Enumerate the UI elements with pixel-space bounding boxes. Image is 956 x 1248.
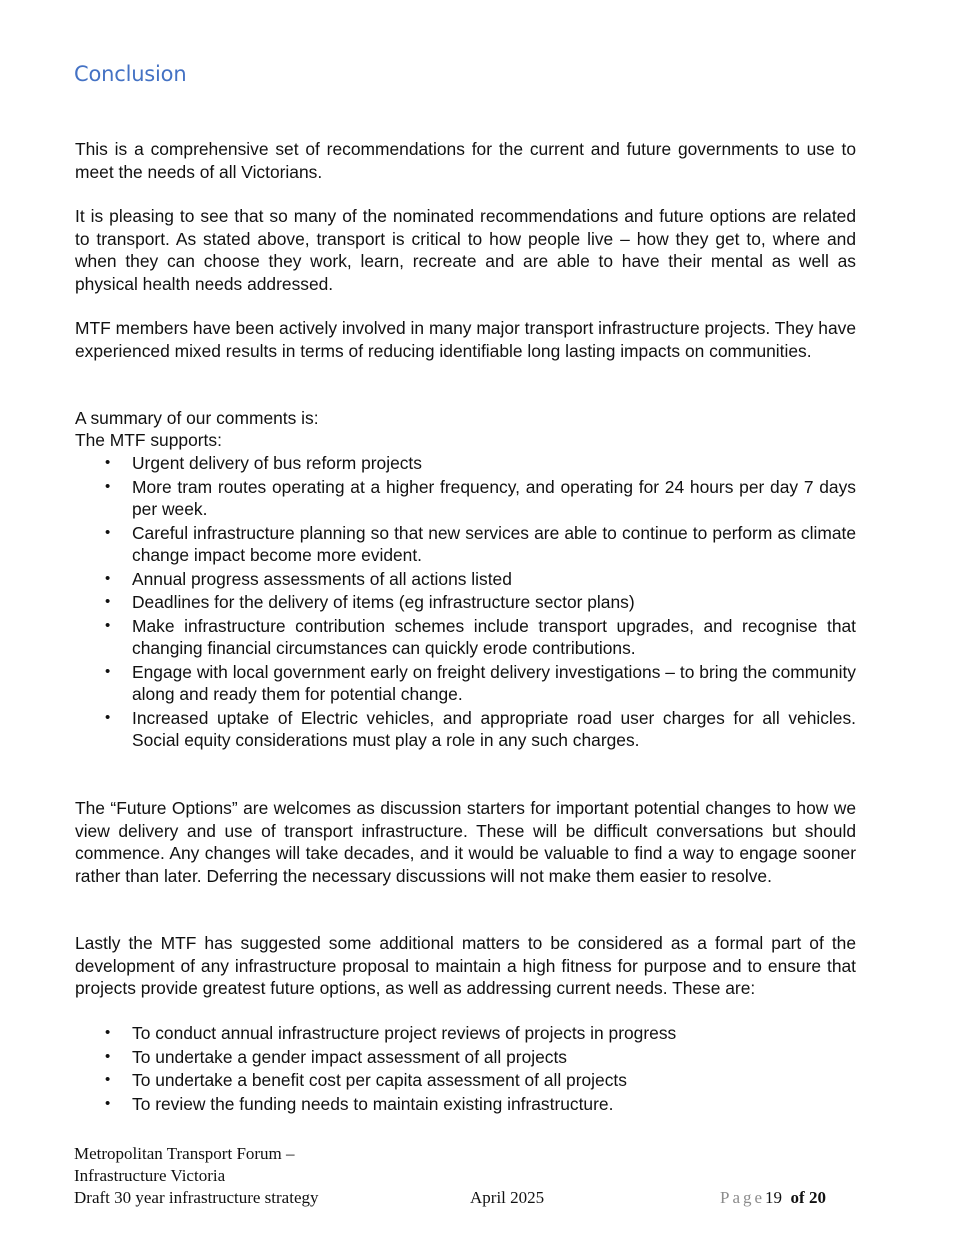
paragraph-intro: This is a comprehensive set of recommendations for the current and future governments to use to meet the needs of all Victorians.: [75, 139, 856, 182]
summary-intro: A summary of our comments is:: [75, 408, 319, 428]
list-item: • More tram routes operating at a higher frequency, and operating for 24 hours per day 7 days per week.: [105, 476, 856, 519]
bullet-icon: •: [105, 569, 111, 587]
supports-list: [75, 452, 856, 753]
list-item: • Engage with local government early on freight delivery investigations – to bring the community along and ready them for potential change.: [105, 661, 856, 704]
bullet-icon: •: [105, 477, 111, 495]
paragraph-mtf-members: MTF members have been actively involved in many major transport infrastructure projects. They have experienced mixed results in terms of reducing identifiable long lasting impacts on communities.: [75, 318, 856, 361]
footer-recipient: Infrastructure Victoria: [74, 1166, 226, 1185]
paragraph-lastly: Lastly the MTF has suggested some additional matters to be considered as a formal part of the development of any infrastructure proposal to maintain a high fitness for purpose and to ensure that projects provide greatest future options, as well as addressing current needs. These are:: [75, 933, 856, 998]
page-label: Page: [720, 1188, 766, 1207]
bullet-icon: •: [105, 1094, 111, 1112]
list-item: • To undertake a benefit cost per capita assessment of all projects: [105, 1070, 627, 1090]
page-total: of 20: [790, 1188, 826, 1207]
list-item: • To undertake a gender impact assessment of all projects: [105, 1046, 567, 1067]
section-heading: Conclusion: [74, 62, 187, 86]
footer-doc-title: Draft 30 year infrastructure strategy: [74, 1188, 319, 1207]
list-item: • Deadlines for the delivery of items (eg infrastructure sector plans): [105, 592, 635, 612]
list-item: • Increased uptake of Electric vehicles, and appropriate road user charges for all vehicles. Social equity considerations must play a role in any such charges.: [105, 707, 856, 750]
footer-org: Metropolitan Transport Forum –: [74, 1144, 295, 1163]
paragraph-transport: It is pleasing to see that so many of the nominated recommendations and future options are related to transport. As stated above, transport is critical to how people live – how they get to, where and when they can choose they work, learn, recreate and are able to have their mental as well as physical health needs addressed.: [75, 206, 856, 294]
list-item: • Make infrastructure contribution schemes include transport upgrades, and recognise that changing financial circumstances can quickly erode contributions.: [105, 615, 856, 658]
bullet-icon: •: [105, 523, 111, 541]
paragraph-future-options: The “Future Options” are welcomes as discussion starters for important potential changes to how we view delivery and use of transport infrastructure. These will be difficult conversations but should commence. Any changes will take decades, and it would be valuable to find a way to engage sooner rather than later. Deferring the necessary discussions will not make them easier to resolve.: [75, 798, 856, 886]
page-current: 19: [765, 1188, 783, 1207]
footer-doc-row: [74, 1187, 874, 1209]
page-footer: [74, 1143, 874, 1209]
bullet-icon: •: [105, 454, 111, 471]
list-item: • To review the funding needs to maintain existing infrastructure.: [105, 1093, 614, 1114]
list-item: • Annual progress assessments of all actions listed: [105, 568, 512, 589]
bullet-icon: •: [105, 593, 111, 610]
footer-date: April 2025: [470, 1188, 545, 1207]
page-number: [720, 1187, 826, 1209]
bullet-icon: •: [105, 708, 111, 726]
supports-intro: The MTF supports:: [75, 430, 222, 450]
list-item: • To conduct annual infrastructure project reviews of projects in progress: [105, 1023, 677, 1043]
additional-matters-list: [75, 1022, 856, 1116]
bullet-icon: •: [105, 616, 111, 634]
list-item: • Careful infrastructure planning so that new services are able to continue to perform as climate change impact become more evident.: [105, 522, 856, 565]
list-item: • Urgent delivery of bus reform projects: [105, 453, 422, 473]
bullet-icon: •: [105, 1047, 111, 1065]
bullet-icon: •: [105, 1071, 111, 1088]
bullet-icon: •: [105, 662, 111, 680]
bullet-icon: •: [105, 1024, 111, 1041]
